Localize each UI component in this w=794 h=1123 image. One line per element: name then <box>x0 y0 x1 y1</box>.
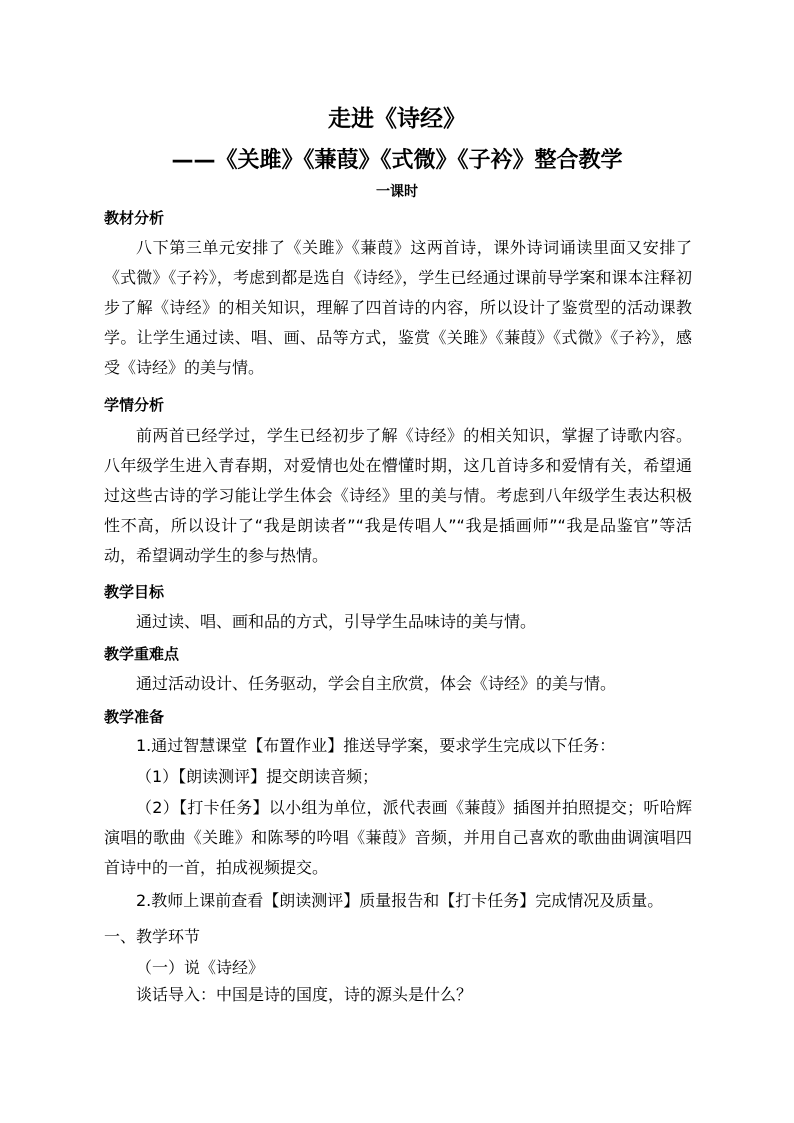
preparation-item-1: 1.通过智慧课堂【布置作业】推送导学案，要求学生完成以下任务： <box>136 736 616 755</box>
lesson-count: 一课时 <box>376 184 418 200</box>
document-title: 走进《诗经》 <box>328 106 466 132</box>
preparation-item-2: 2.教师上课前查看【朗读测评】质量报告和【打卡任务】完成情况及质量。 <box>136 891 664 910</box>
paragraph-student-analysis: 前两首已经学过，学生已经初步了解《诗经》的相关知识，掌握了诗歌内容。八年级学生进入青春期，对爱情也处在懵懂时期，这几首诗多和爱情有关，希望通过这些古诗的学习能让学生体会《诗经》里的美与情。考虑到八年级学生表达积极性不高，所以设计了“我是朗读者”“我是传唱人”“我是插画师”“我是品鉴官”等活动，希望调动学生的参与热情。 <box>104 426 692 565</box>
section-heading-process: 一、教学环节 <box>104 927 201 946</box>
process-sub-heading: （一）说《诗经》 <box>136 958 265 977</box>
section-heading-textbook-analysis: 教材分析 <box>104 209 165 227</box>
section-heading-student-analysis: 学情分析 <box>104 396 165 414</box>
section-heading-preparation: 教学准备 <box>104 708 165 726</box>
process-paragraph: 谈话导入：中国是诗的国度，诗的源头是什么？ <box>136 985 473 1004</box>
paragraph-textbook-analysis: 八下第三单元安排了《关雎》《蒹葭》这两首诗，课外诗词诵读里面又安排了《式微》《子衿》，考虑到都是选自《诗经》，学生已经通过课前导学案和课本注释初步了解《诗经》的相关知识，理解了四首诗的内容，所以设计了鉴赏型的活动课教学。让学生通过读、唱、画、品等方式，鉴赏《关雎》《蒹葭》《式微》《子衿》，感受《诗经》的美与情。 <box>104 238 692 377</box>
document-subtitle: ——《关雎》《蒹葭》《式微》《子衿》整合教学 <box>171 148 623 173</box>
paragraph-key-points: 通过活动设计、任务驱动，学会自主欣赏，体会《诗经》的美与情。 <box>136 674 617 693</box>
preparation-subitem-1: （1）【朗读测评】提交朗读音频； <box>136 767 379 786</box>
paragraph-teaching-goals: 通过读、唱、画和品的方式，引导学生品味诗的美与情。 <box>136 612 537 631</box>
preparation-subitem-2: （2）【打卡任务】以小组为单位，派代表画《蒹葭》插图并拍照提交；听哈辉演唱的歌曲《关雎》和陈琴的吟唱《蒹葭》音频，并用自己喜欢的歌曲曲调演唱四首诗中的一首，拍成视频提交。 <box>104 798 692 877</box>
section-heading-key-points: 教学重难点 <box>104 645 180 663</box>
section-heading-teaching-goals: 教学目标 <box>104 583 165 601</box>
